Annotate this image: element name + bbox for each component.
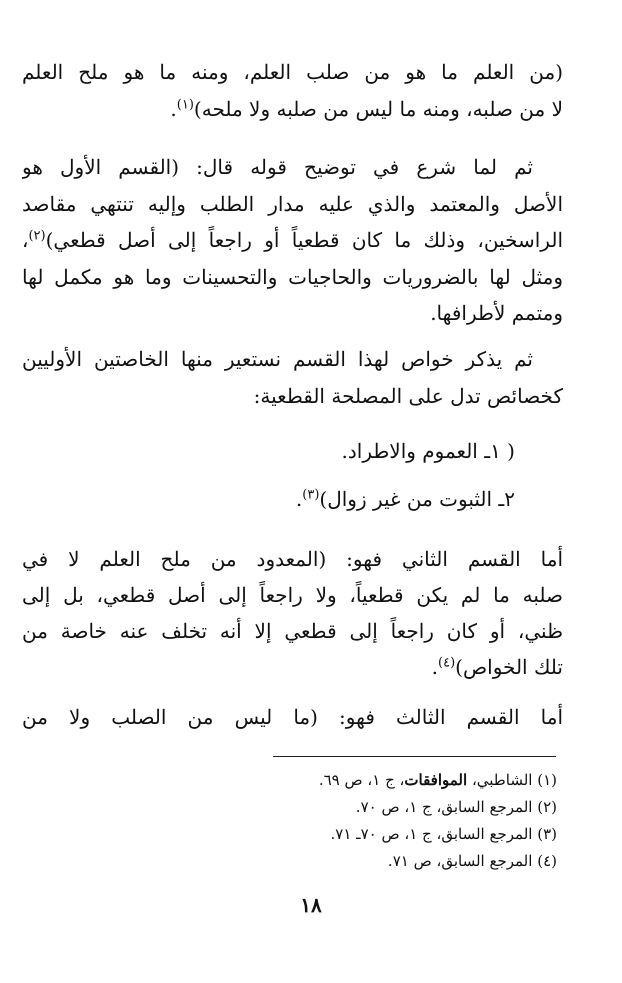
body-line-8: ثم يذكر خواص لهذا القسم نستعير منها الخاصتين الأوليين [22,347,533,371]
list-item-2: ٢ـ الثبوت من غير زوال)$^{(٣)}$. [295,487,515,511]
body-line-5: الراسخين، وذلك ما كان قطعياً أو راجعاً إلى أصل قطعي)$^{(٢)}$، [22,228,563,252]
body-line-9: كخصائص تدل على المصلحة القطعية: [253,384,563,408]
body-line-16: أما القسم الثالث فهو: (ما ليس من الصلب ولا من [22,705,563,729]
footnote-2: (٢) المرجع السابق، ج ١، ص ٧٠. [355,798,557,816]
footnote-3: (٣) المرجع السابق، ج ١، ص ٧٠ـ ٧١. [330,825,557,843]
footnote-ref-1: (١) [176,97,194,113]
list-item-1: ( ١ـ العموم والاطراد. [341,439,515,463]
body-line-7: ومتمم لأطرافها. [430,301,563,325]
body-line-6: ومثل لها بالضروريات والحاجيات والتحسينات وما هو مكمل لها [22,265,563,289]
body-line-2: لا من صلبه، ومنه ما ليس من صلبه ولا ملحه)$^{(١)}$. [170,97,563,121]
body-line-4: الأصل والمعتمد والذي عليه مدار الطلب وإليه تنتهي مقاصد [22,192,563,216]
body-line-1: (من العلم ما هو من صلب العلم، ومنه ما هو ملح العلم [22,60,563,84]
footnote-ref-2: (٢) [28,228,46,244]
footnote-ref-3: (٣) [302,487,320,503]
footnote-1: (١) الشاطبي، الموافقات، ج ١، ص ٦٩. [318,771,557,789]
body-line-14: ظني، أو كان راجعاً إلى قطعي إلا أنه تخلف عنه خاصة من [22,619,563,643]
footnote-4: (٤) المرجع السابق، ص ٧١. [387,852,557,870]
body-line-12: أما القسم الثاني فهو: (المعدود من ملح العلم لا في [22,547,563,571]
body-line-3: ثم لما شرع في توضيح قوله قال: (القسم الأول هو [22,155,533,179]
footnote-separator [273,756,556,757]
footnote-ref-4: (٤) [438,655,456,671]
body-line-13: صلبه ما لم يكن قطعياً، ولا راجعاً إلى أصل قطعي، بل إلى [22,583,563,607]
body-line-15: تلك الخواص)$^{(٤)}$. [431,655,563,679]
page-number: ١٨ [300,893,322,917]
